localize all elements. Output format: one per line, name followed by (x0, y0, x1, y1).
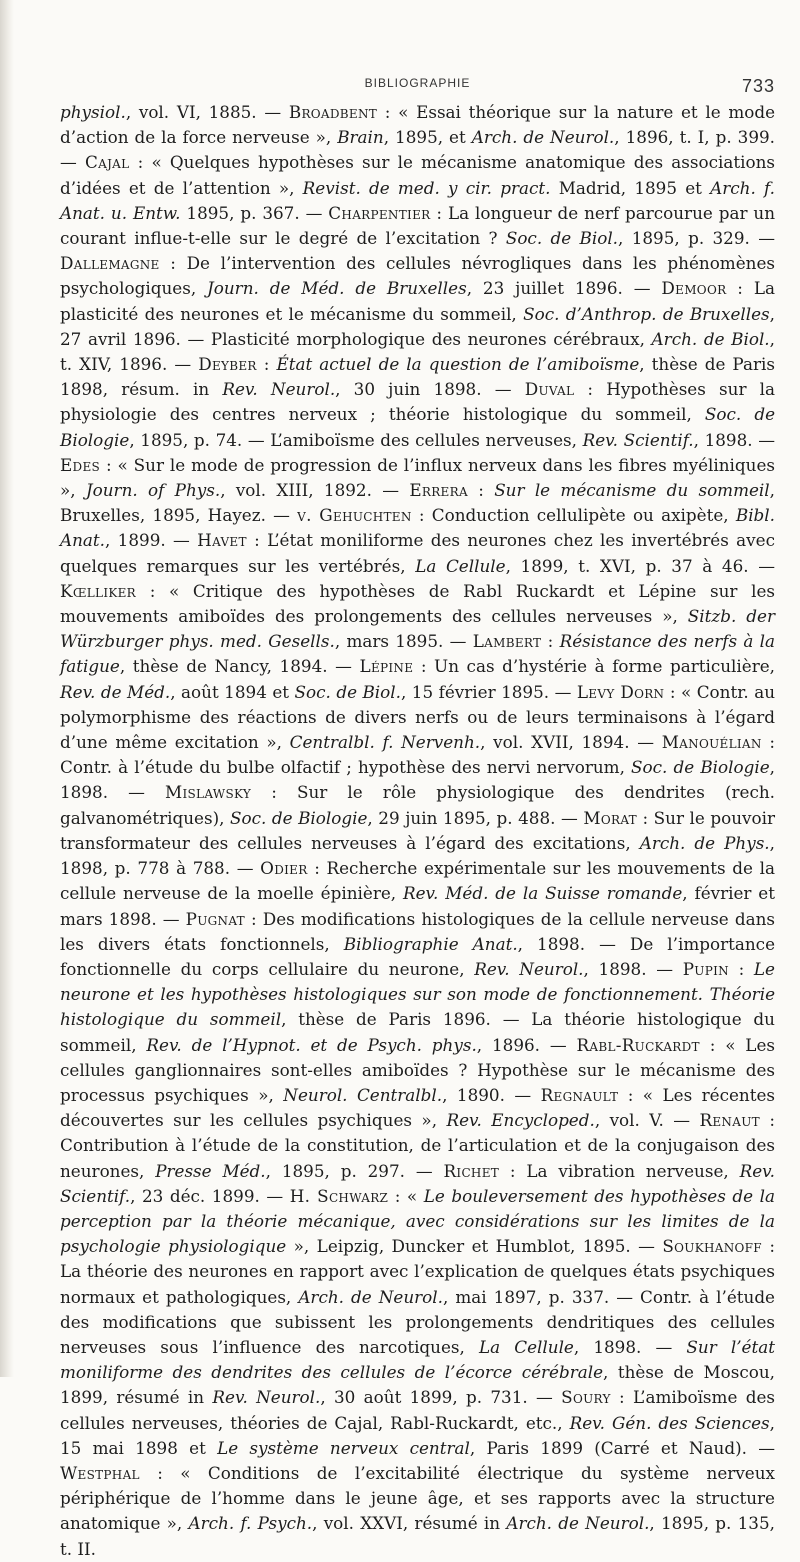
citation-title: Soc. de Biol. (294, 681, 401, 702)
citation-text: : « Les récentes découvertes sur les cellules psychiques », (60, 1084, 776, 1131)
citation-title: Rev. Méd. de la Suisse romande (402, 883, 683, 904)
citation-text: , 15 février 1895. — (400, 681, 577, 702)
citation-title: Arch. de Phys. (639, 832, 770, 853)
author-name: v. Gehuchten (297, 505, 412, 526)
citation-text: : « Quelques hypothèses sur le mécanisme anatomique des associations d’idées et de l’attention », (60, 152, 775, 198)
author-name: Rabl-Ruckardt (576, 1034, 700, 1055)
citation-title: Le neurone et les hypothèses histologiques sur son mode de fonctionnement. Théorie histologique du sommeil (60, 958, 775, 1030)
citation-title: Rev. Neurol. (212, 1387, 321, 1408)
author-name: Lépine (359, 656, 414, 677)
citation-text: , 1895, p. 329. — (618, 228, 775, 249)
citation-text: : « Essai théorique sur la nature et le mode d’action de la force nerveuse », (60, 102, 776, 148)
author-name: Regnault (540, 1084, 619, 1105)
citation-text: , 1898. — De l’importance fonctionnelle du corps cellulaire du neurone, (60, 933, 775, 979)
author-name: Soury (561, 1387, 611, 1408)
citation-title: physiol. (60, 102, 126, 122)
citation-title: Sur le mécanisme du sommeil (494, 480, 770, 501)
author-name: Levy Dorn (576, 681, 665, 702)
citation-text: : « Conditions de l’excitabilité électrique du système nerveux périphérique de l’homme dans le jeune âge, et ses rapports avec la structure anatomique », (60, 1462, 775, 1534)
citation-text: , thèse de Paris 1898, résum. in (60, 354, 775, 400)
citation-title: Journ. of Phys. (85, 480, 221, 501)
citation-title: Rev. de Méd. (60, 681, 171, 702)
citation-title: Arch. de Neurol. (471, 127, 615, 148)
page-number: 733 (741, 76, 775, 96)
citation-title: Presse Méd. (155, 1160, 266, 1181)
citation-text: : La plasticité des neurones et le mécanisme du sommeil, (60, 278, 775, 324)
citation-title: Soc. de Biologie (631, 757, 770, 778)
citation-text: , vol. VI, 1885. — (125, 102, 289, 122)
citation-text: : (467, 480, 495, 501)
citation-text: , 1898. — (583, 958, 683, 979)
citation-text: : (728, 958, 754, 979)
citation-text: : (256, 354, 277, 375)
citation-title: Rev. Encycloped. (446, 1110, 595, 1131)
citation-text: , 29 juin 1895, p. 488. — (367, 807, 584, 828)
citation-text: , 1898. — (60, 757, 775, 803)
citation-title: Rev. Scientif. (582, 429, 694, 450)
citation-title: Sur l’état moniliforme des dendrites des cellules de l’écorce cérébrale (60, 1336, 775, 1383)
citation-text: , 1895, p. 74. — L’amiboïsme des cellules nerveuses, (129, 429, 583, 450)
author-name: Mislawsky (165, 782, 252, 803)
citation-text: : « Critique des hypothèses de Rabl Ruckardt et Lépine sur les mouvements amiboïdes des prolongements des cellules nerveuses », (60, 580, 775, 627)
citation-text: , août 1894 et (170, 681, 295, 702)
author-name: Deyber (198, 354, 257, 375)
author-name: Duval (524, 379, 575, 400)
author-name: H. Schwarz (289, 1185, 389, 1206)
citation-text: , thèse de Moscou, 1899, résumé in (60, 1362, 775, 1408)
citation-title: Centralbl. f. Nervenh. (289, 732, 481, 753)
citation-text: , 27 avril 1896. — Plasticité morphologique des neurones cérébraux, (60, 303, 775, 349)
author-name: Renaut (699, 1110, 760, 1131)
author-name: Kœlliker (60, 580, 137, 601)
citation-title: Rev. Neurol. (222, 379, 336, 400)
citation-text: : Contr. à l’étude du bulbe olfactif ; hypothèse des nervi nervorum, (60, 732, 775, 778)
book-page (60, 60, 775, 1562)
citation-text: : Conduction cellulipète ou axipète, (411, 505, 736, 526)
citation-text: : « (388, 1185, 424, 1206)
citation-text: , 1895, p. 135, t. II. (60, 1513, 775, 1559)
citation-text: , 1898. — (573, 1336, 687, 1357)
author-name: Lambert (472, 631, 542, 652)
citation-text: , vol. XIII, 1892. — (220, 480, 410, 501)
author-name: Pupin (682, 958, 729, 979)
citation-text: , 23 juillet 1896. — (466, 278, 662, 299)
author-name: Morat (583, 807, 637, 828)
citation-title: Rev. Scientif. (60, 1160, 775, 1206)
citation-title: Arch. f. Anat. u. Entw. (60, 177, 775, 223)
citation-text: , 1899, t. XVI, p. 37 à 46. — (505, 555, 775, 576)
citation-title: La Cellule (415, 555, 506, 576)
author-name: Demoor (661, 278, 727, 299)
citation-title: Le système nerveux central (217, 1437, 470, 1458)
citation-text: : « Contr. au polymorphisme des réactions de divers nerfs ou de leurs terminaisons à l’égard d’une même excitation », (60, 681, 776, 753)
author-name: Havet (197, 530, 247, 551)
citation-title: Neurol. Centralbl. (283, 1084, 443, 1105)
citation-text: : Recherche expérimentale sur les mouvements de la cellule nerveuse de la moelle épinière, (60, 858, 775, 904)
citation-title: Rev. Gén. des Sciences (569, 1412, 770, 1433)
citation-text: , mai 1897, p. 337. — Contr. à l’étude des modifications que subissent les prolongements dendritiques des cellules nerveuses sous l’influence des narcotiques, (60, 1286, 775, 1357)
citation-title: Journ. de Méd. de Bruxelles (207, 278, 467, 299)
citation-text: , 1896. — (476, 1034, 577, 1055)
citation-text: », Leipzig, Duncker et Humblot, 1895. — (286, 1236, 663, 1257)
citation-text: Madrid, 1895 et (550, 177, 711, 198)
citation-text: , 1899. — (105, 530, 198, 551)
citation-text: , 1890. — (442, 1084, 541, 1105)
author-name: Cajal (84, 152, 130, 173)
citation-text: , thèse de Paris 1896. — La théorie histologique du sommeil, (60, 1009, 775, 1055)
citation-text: , t. XIV, 1896. — (60, 328, 775, 375)
citation-title: Soc. de Biologie (230, 807, 368, 828)
citation-text: 1895, p. 367. — (180, 202, 329, 223)
citation-title: Bibl. Anat. (60, 505, 776, 551)
running-head (60, 60, 775, 100)
citation-text: , 1895, p. 297. — (265, 1160, 444, 1181)
author-name: Dallemagne (60, 253, 160, 274)
citation-text: , 15 mai 1898 et (60, 1412, 775, 1458)
citation-text: : Sur le pouvoir transformateur des cellules nerveuses à l’égard des excitations, (60, 807, 776, 853)
citation-text: , vol. XXVI, résumé in (312, 1513, 507, 1534)
citation-text: : La longueur de nerf parcourue par un courant influe-t-elle sur le degré de l’excitation ? (60, 202, 776, 249)
citation-title: Bibliographie Anat. (343, 933, 518, 954)
author-name: Westphal (60, 1462, 140, 1483)
author-name: Charpentier (328, 202, 431, 223)
citation-title: Arch. de Neurol. (506, 1513, 650, 1534)
citation-text: : Hypothèses sur la physiologie des centres nerveux ; théorie histologique du sommeil, (60, 379, 775, 425)
author-name: Pugnat (185, 908, 245, 929)
book-gutter-shadow (0, 0, 14, 1377)
citation-text: : La vibration nerveuse, (499, 1160, 740, 1181)
citation-title: Brain (337, 127, 384, 148)
author-name: Edes (60, 454, 101, 475)
citation-text: : La théorie des neurones en rapport avec l’explication de quelques états psychiques normaux et pathologiques, (60, 1236, 775, 1307)
citation-title: État actuel de la question de l’amiboïsme (276, 354, 640, 375)
citation-text: , février et mars 1898. — (60, 883, 775, 929)
author-name: Manouélian (661, 732, 762, 753)
citation-text: : Contribution à l’étude de la constitution, de l’articulation et de la conjugaison des neurones, (60, 1110, 775, 1181)
citation-title: Soc. de Biol. (505, 228, 619, 249)
citation-title: Revist. de med. y cir. pract. (302, 177, 551, 198)
author-name: Richet (443, 1160, 500, 1181)
citation-text: : Des modifications histologiques de la cellule nerveuse dans les divers états fonctionnels, (60, 908, 775, 954)
citation-text: : L’état moniliforme des neurones chez les invertébrés avec quelques remarques sur les vertébrés, (60, 530, 775, 576)
citation-text: : « Les cellules ganglionnaires sont-elles amiboïdes ? Hypothèse sur le mécanisme des processus psychiques », (60, 1034, 775, 1105)
citation-text: : (541, 631, 560, 652)
citation-text: , 30 août 1899, p. 731. — (320, 1387, 562, 1408)
citation-text: , vol. V. — (594, 1110, 700, 1131)
author-name: Errera (409, 480, 468, 501)
citation-text: , 30 juin 1898. — (335, 379, 525, 400)
citation-text: , thèse de Nancy, 1894. — (119, 656, 360, 677)
citation-text: : Sur le rôle physiologique des dendrites (rech. galvanométriques), (60, 782, 775, 828)
author-name: Odier (260, 858, 308, 879)
citation-title: Rev. Neurol. (474, 958, 584, 979)
citation-title: Arch. de Biol. (651, 328, 770, 349)
citation-title: Soc. d’Anthrop. de Bruxelles (523, 303, 770, 324)
citation-title: Rev. de l’Hypnot. et de Psych. phys. (146, 1034, 477, 1055)
citation-text: : « Sur le mode de progression de l’influx nerveux dans les fibres myéliniques », (60, 454, 775, 501)
citation-title: Le bouleversement des hypothèses de la perception par la théorie mécanique, avec considérations sur les limites de la psychologie physiologique (60, 1185, 775, 1257)
citation-text: , 1896, t. I, p. 399. — (60, 127, 776, 173)
citation-title: Arch. de Neurol. (298, 1286, 443, 1307)
citation-text: , Paris 1899 (Carré et Naud). — (469, 1437, 775, 1458)
bibliography-entries (60, 100, 775, 1562)
citation-text: : Un cas d’hystérie à forme particulière, (413, 656, 776, 677)
citation-text: , Bruxelles, 1895, Hayez. — (60, 480, 776, 526)
citation-title: Résistance des nerfs à la fatigue (60, 631, 776, 677)
author-name: Broadbent (288, 102, 378, 122)
citation-text: , 1898, p. 778 à 788. — (60, 832, 775, 879)
citation-title: Soc. de Biologie (60, 404, 775, 450)
citation-text: : L’amiboïsme des cellules nerveuses, théories de Cajal, Rabl-Ruckardt, etc., (60, 1387, 775, 1433)
citation-text: , 1895, et (383, 127, 472, 148)
citation-text: , 1898. — (693, 429, 775, 450)
author-name: Soukhanoff (662, 1236, 762, 1257)
citation-title: Sitzb. der Würzburger phys. med. Gesells. (60, 606, 775, 652)
citation-text: , vol. XVII, 1894. — (480, 732, 662, 753)
citation-text: : De l’intervention des cellules névrogliques dans les phénomènes psychologiques, (60, 253, 775, 299)
citation-text: , mars 1895. — (334, 631, 473, 652)
citation-text: , 23 déc. 1899. — (130, 1185, 290, 1206)
citation-title: La Cellule (478, 1336, 574, 1357)
running-title: BIBLIOGRAPHIE (364, 76, 471, 90)
citation-title: Arch. f. Psych. (188, 1513, 313, 1534)
